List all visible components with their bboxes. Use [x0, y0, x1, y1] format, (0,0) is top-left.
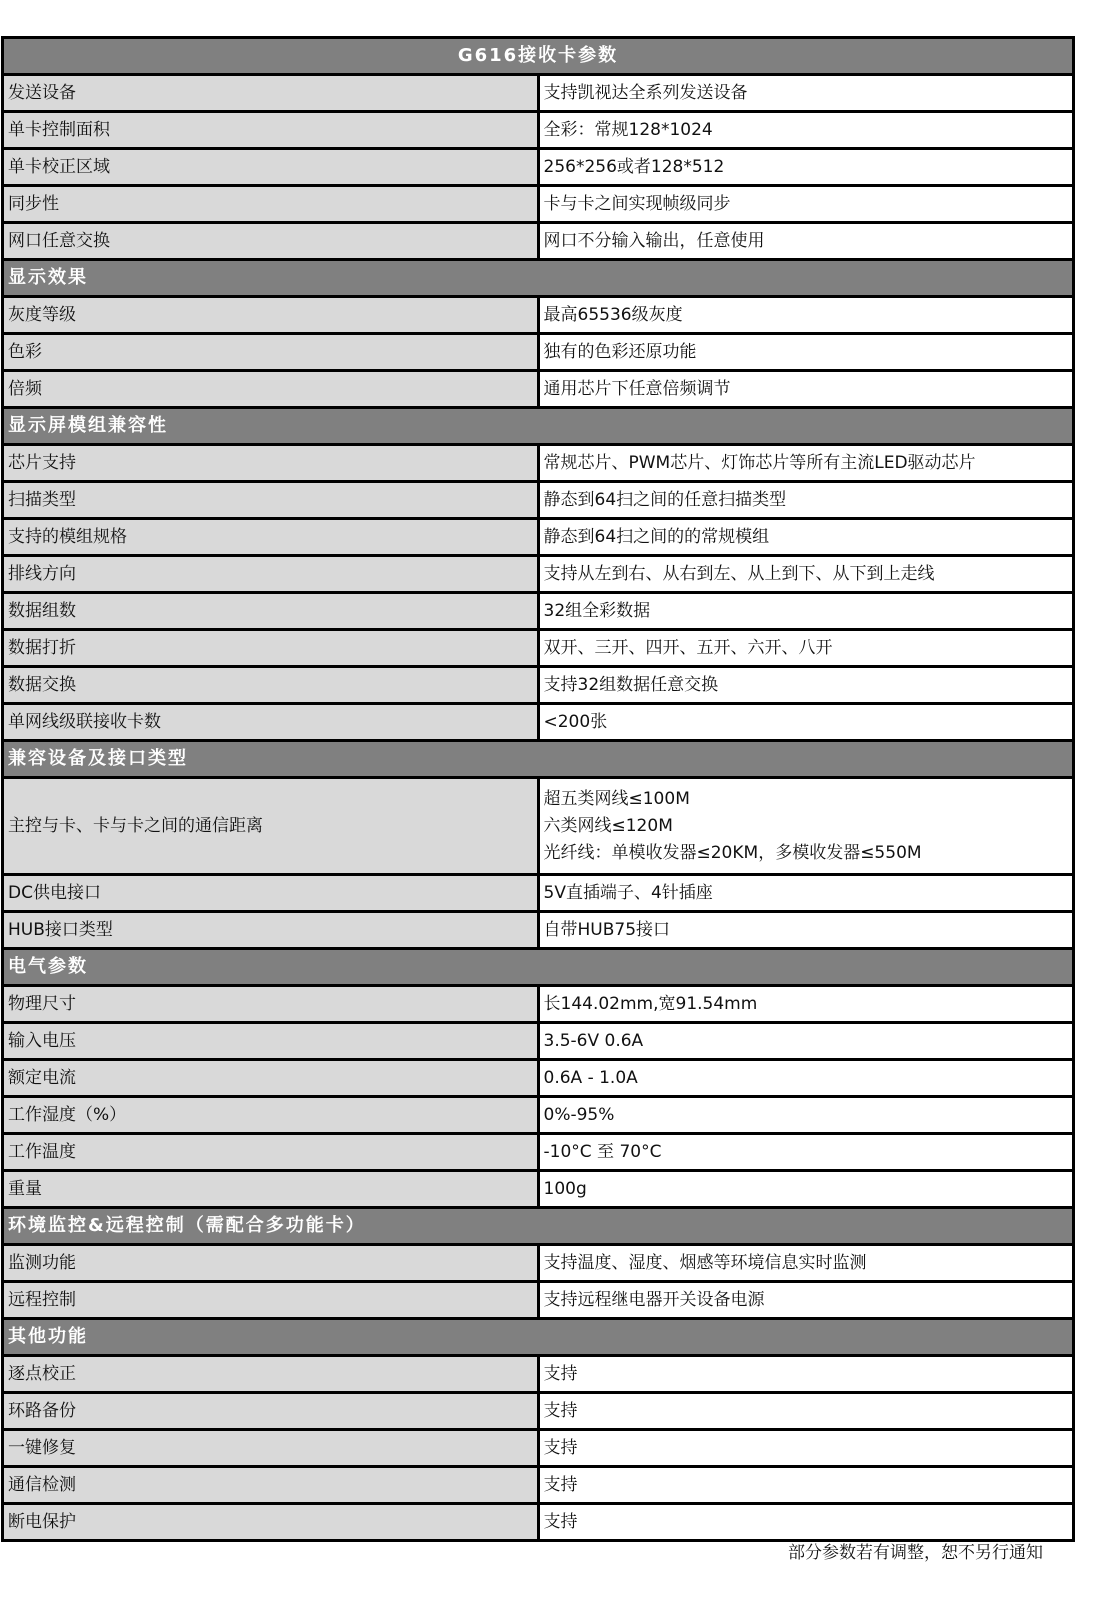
spec-value: 最高65536级灰度 — [538, 297, 1074, 334]
spec-label: 排线方向 — [3, 556, 539, 593]
table-row — [3, 149, 1074, 186]
section-header-row — [3, 260, 1074, 297]
table-row — [3, 112, 1074, 149]
spec-table — [1, 36, 1075, 1542]
section-header-row — [3, 1319, 1074, 1356]
footer-note: 部分参数若有调整，恕不另行通知 — [788, 1543, 1043, 1563]
spec-value: 常规芯片、PWM芯片、灯饰芯片等所有主流LED驱动芯片 — [538, 445, 1074, 482]
spec-value: 卡与卡之间实现帧级同步 — [538, 186, 1074, 223]
table-row — [3, 334, 1074, 371]
spec-value-line: 六类网线≤120M — [543, 815, 673, 836]
spec-label: 工作湿度（%） — [3, 1097, 539, 1134]
spec-label: 工作温度 — [3, 1134, 539, 1171]
spec-label: 同步性 — [3, 186, 539, 223]
table-row — [3, 1023, 1074, 1060]
spec-value: 0%-95% — [538, 1097, 1074, 1134]
table-row — [3, 1504, 1074, 1541]
table-row — [3, 519, 1074, 556]
table-row — [3, 1060, 1074, 1097]
spec-label: 一键修复 — [3, 1430, 539, 1467]
spec-value: 网口不分输入输出，任意使用 — [538, 223, 1074, 260]
table-row — [3, 912, 1074, 949]
table-row — [3, 223, 1074, 260]
section-header-row — [3, 1208, 1074, 1245]
spec-label: 重量 — [3, 1171, 539, 1208]
spec-value: 独有的色彩还原功能 — [538, 334, 1074, 371]
spec-value — [538, 778, 1074, 875]
spec-value: 全彩：常规128*1024 — [538, 112, 1074, 149]
spec-label: 单网线级联接收卡数 — [3, 704, 539, 741]
spec-label: 网口任意交换 — [3, 223, 539, 260]
section-heading: 兼容设备及接口类型 — [3, 741, 1074, 778]
spec-label: 倍频 — [3, 371, 539, 408]
spec-value: 0.6A - 1.0A — [538, 1060, 1074, 1097]
table-row — [3, 1282, 1074, 1319]
spec-value: 32组全彩数据 — [538, 593, 1074, 630]
spec-value: 自带HUB75接口 — [538, 912, 1074, 949]
section-header-row — [3, 741, 1074, 778]
spec-label: 支持的模组规格 — [3, 519, 539, 556]
spec-value-line: 超五类网线≤100M — [543, 788, 690, 809]
table-row — [3, 371, 1074, 408]
table-row — [3, 482, 1074, 519]
spec-value: 3.5-6V 0.6A — [538, 1023, 1074, 1060]
table-row — [3, 875, 1074, 912]
spec-label: 额定电流 — [3, 1060, 539, 1097]
spec-label: 监测功能 — [3, 1245, 539, 1282]
table-row — [3, 778, 1074, 875]
spec-label: 数据交换 — [3, 667, 539, 704]
spec-value: 支持从左到右、从右到左、从上到下、从下到上走线 — [538, 556, 1074, 593]
table-row — [3, 445, 1074, 482]
spec-label: 断电保护 — [3, 1504, 539, 1541]
spec-value: -10°C 至 70°C — [538, 1134, 1074, 1171]
spec-value: 5V直插端子、4针插座 — [538, 875, 1074, 912]
table-row — [3, 1134, 1074, 1171]
spec-value: 长144.02mm,宽91.54mm — [538, 986, 1074, 1023]
spec-value: 支持32组数据任意交换 — [538, 667, 1074, 704]
spec-label: 远程控制 — [3, 1282, 539, 1319]
spec-value: 静态到64扫之间的的常规模组 — [538, 519, 1074, 556]
spec-label: 数据组数 — [3, 593, 539, 630]
section-heading: 显示屏模组兼容性 — [3, 408, 1074, 445]
spec-label: 主控与卡、卡与卡之间的通信距离 — [3, 778, 539, 875]
section-heading: 电气参数 — [3, 949, 1074, 986]
table-row — [3, 297, 1074, 334]
table-row — [3, 1097, 1074, 1134]
spec-value: 100g — [538, 1171, 1074, 1208]
spec-label: 数据打折 — [3, 630, 539, 667]
table-row — [3, 186, 1074, 223]
spec-value: 支持温度、湿度、烟感等环境信息实时监测 — [538, 1245, 1074, 1282]
table-row — [3, 1171, 1074, 1208]
section-heading: 环境监控&远程控制（需配合多功能卡） — [3, 1208, 1074, 1245]
section-header-row — [3, 949, 1074, 986]
spec-value-line: 光纤线：单模收发器≤20KM，多模收发器≤550M — [543, 842, 922, 863]
section-heading: 显示效果 — [3, 260, 1074, 297]
table-row — [3, 667, 1074, 704]
spec-value: 支持 — [538, 1393, 1074, 1430]
spec-label: 逐点校正 — [3, 1356, 539, 1393]
table-row — [3, 1467, 1074, 1504]
spec-value: 静态到64扫之间的任意扫描类型 — [538, 482, 1074, 519]
spec-label: 发送设备 — [3, 75, 539, 112]
spec-label: 单卡校正区域 — [3, 149, 539, 186]
spec-value: 支持 — [538, 1356, 1074, 1393]
table-row — [3, 1245, 1074, 1282]
table-row — [3, 630, 1074, 667]
spec-label: 灰度等级 — [3, 297, 539, 334]
spec-label: 物理尺寸 — [3, 986, 539, 1023]
spec-value: 支持凯视达全系列发送设备 — [538, 75, 1074, 112]
spec-label: DC供电接口 — [3, 875, 539, 912]
table-title: G616接收卡参数 — [3, 38, 1074, 75]
spec-value: 支持 — [538, 1430, 1074, 1467]
spec-table-body — [3, 38, 1074, 1541]
table-row — [3, 1393, 1074, 1430]
spec-value: <200张 — [538, 704, 1074, 741]
table-row — [3, 704, 1074, 741]
table-row — [3, 556, 1074, 593]
spec-value: 支持 — [538, 1504, 1074, 1541]
spec-label: 扫描类型 — [3, 482, 539, 519]
spec-value: 256*256或者128*512 — [538, 149, 1074, 186]
spec-label: 芯片支持 — [3, 445, 539, 482]
table-row — [3, 1356, 1074, 1393]
table-row — [3, 593, 1074, 630]
spec-value: 支持 — [538, 1467, 1074, 1504]
spec-label: 单卡控制面积 — [3, 112, 539, 149]
section-heading: 其他功能 — [3, 1319, 1074, 1356]
table-row — [3, 75, 1074, 112]
table-row — [3, 986, 1074, 1023]
table-title-row — [3, 38, 1074, 75]
spec-label: 色彩 — [3, 334, 539, 371]
spec-value: 支持远程继电器开关设备电源 — [538, 1282, 1074, 1319]
spec-label: 环路备份 — [3, 1393, 539, 1430]
spec-value: 通用芯片下任意倍频调节 — [538, 371, 1074, 408]
table-row — [3, 1430, 1074, 1467]
spec-label: 通信检测 — [3, 1467, 539, 1504]
spec-label: 输入电压 — [3, 1023, 539, 1060]
spec-label: HUB接口类型 — [3, 912, 539, 949]
section-header-row — [3, 408, 1074, 445]
spec-value: 双开、三开、四开、五开、六开、八开 — [538, 630, 1074, 667]
